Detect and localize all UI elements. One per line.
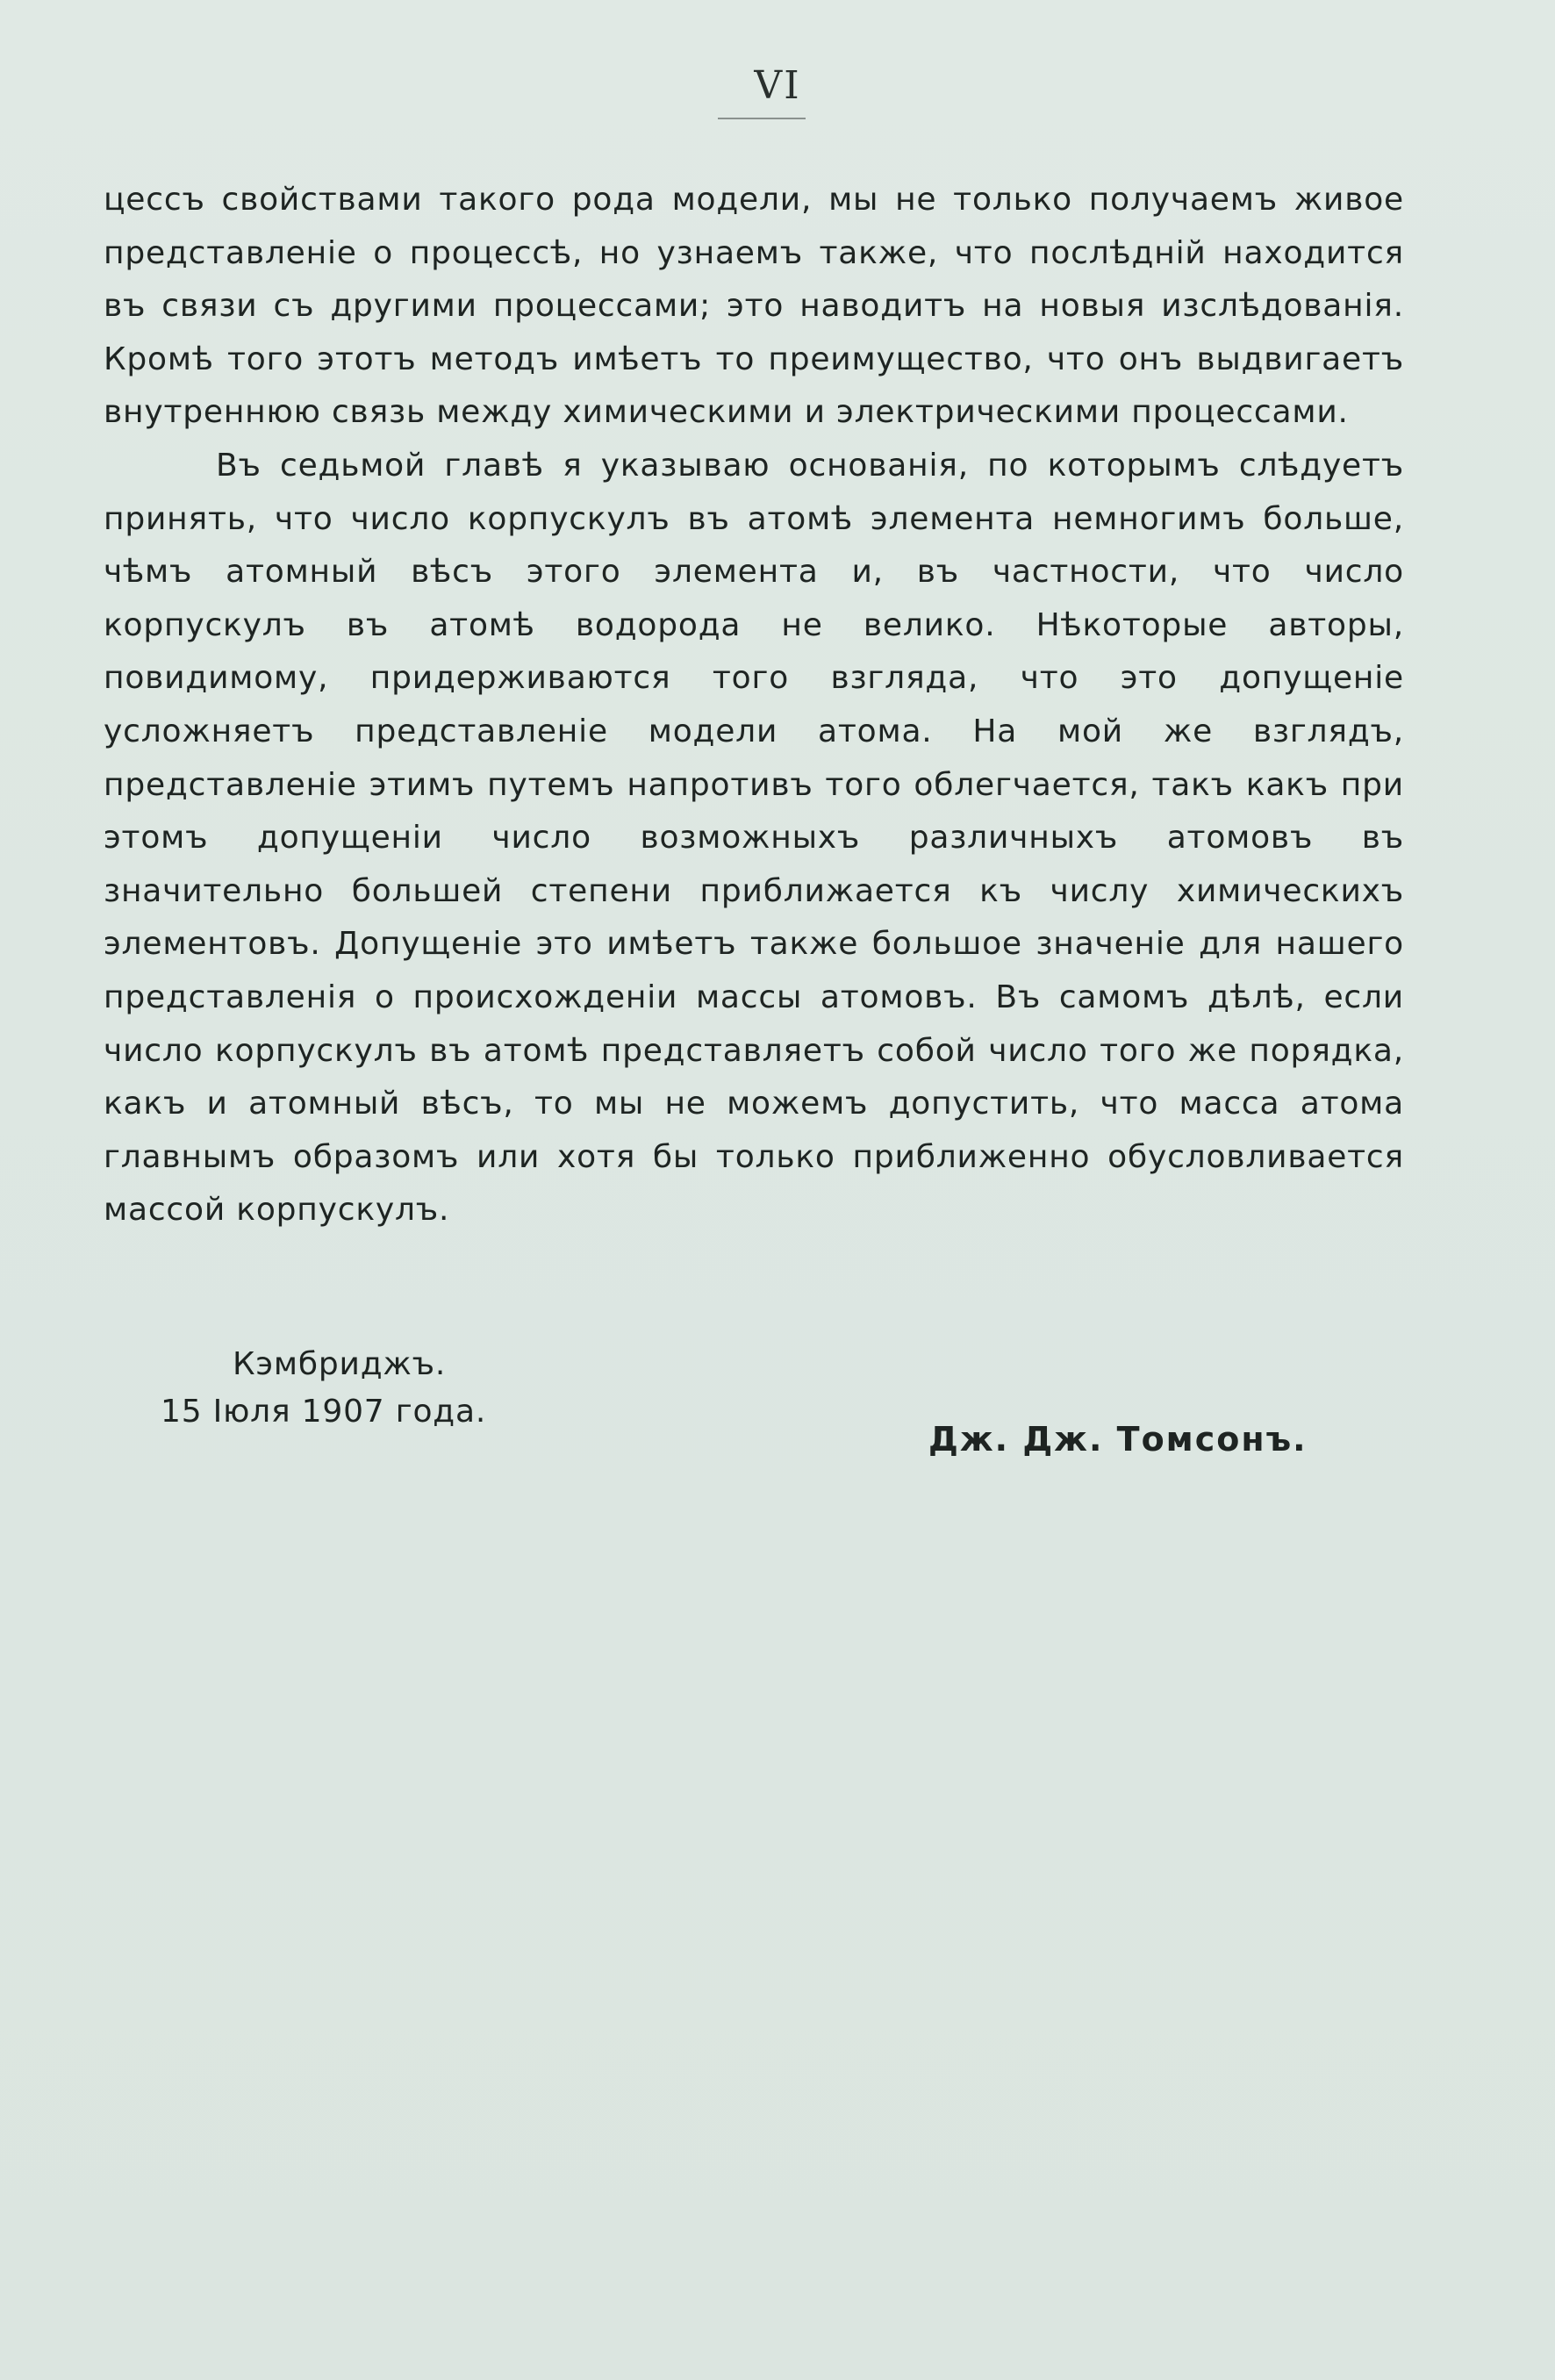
- author-signature: Дж. Дж. Томсонъ.: [928, 1420, 1308, 1459]
- paragraph-2: Въ седьмой главѣ я указываю основанія, по которымъ слѣдуетъ принять, что число корпускулъ въ атомѣ элемента немногимъ больше, чѣмъ атомный вѣсъ этого элемента и, въ частности, что число корпускулъ въ атомѣ водорода не велико. Нѣкоторые авторы, повидимому, придерживаются того взгляда, что это допущеніе усложняетъ представленіе модели атома. На мой же взглядъ, представленіе этимъ путемъ напротивъ того облегчается, такъ какъ при этомъ допущеніи число возможныхъ различныхъ атомовъ въ значительно большей степени приближается къ числу химическихъ элементовъ. Допущеніе это имѣетъ также большое значеніе для нашего представленія о происхожденіи массы атомовъ. Въ самомъ дѣлѣ, если число корпускулъ въ атомѣ представляетъ собой число того же порядка, какъ и атомный вѣсъ, то мы не можемъ допустить, что масса атома главнымъ образомъ или хотя бы только приближенно обусловливается массой корпускулъ.: [104, 447, 1404, 1229]
- page-number-rule: [718, 118, 806, 119]
- closing-place: Кэмбриджъ.: [233, 1346, 447, 1382]
- closing-date: 15 Іюля 1907 года.: [161, 1394, 487, 1430]
- paragraph-1: цессъ свойствами такого рода модели, мы не только получаемъ живое представленіе о процессѣ, но узнаемъ также, что послѣдній находится въ связи съ другими процессами; это наводитъ на новыя изслѣдованія. Кромѣ того этотъ методъ имѣетъ то преимущество, что онъ выдвигаетъ внутреннюю связь между химическими и электрическими процессами.: [104, 182, 1404, 431]
- body-text: [104, 174, 1404, 1237]
- page-number: VI: [754, 63, 801, 108]
